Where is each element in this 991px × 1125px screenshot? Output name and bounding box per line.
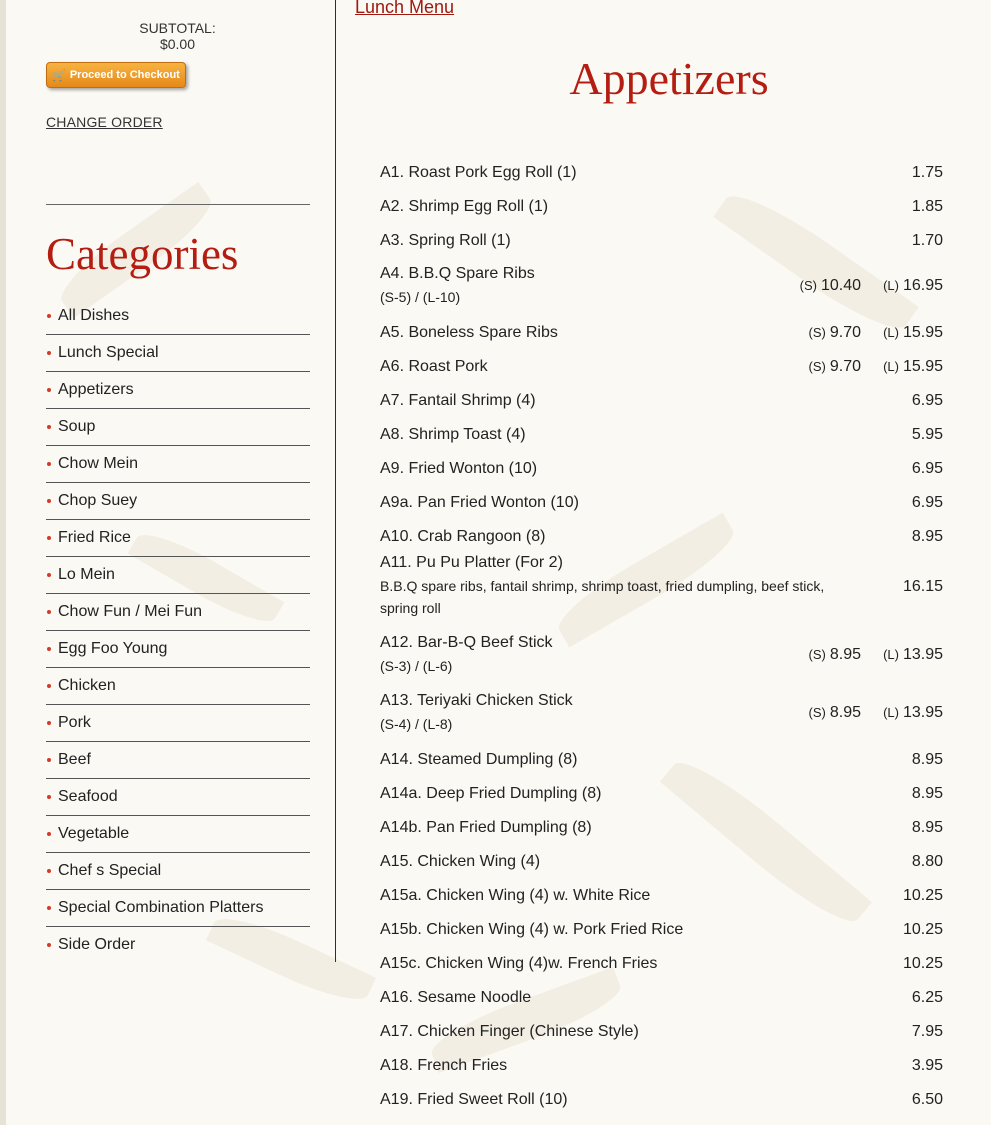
menu-item-row[interactable]	[380, 418, 943, 452]
small-price	[781, 358, 861, 376]
price-value: 16.95	[902, 277, 943, 294]
menu-item-prices	[781, 704, 943, 722]
item-price	[863, 164, 943, 182]
menu-item-text	[380, 426, 863, 444]
size-label: (S)	[799, 278, 817, 293]
category-item[interactable]	[46, 779, 310, 816]
page	[6, 0, 991, 1125]
column-divider	[335, 0, 336, 962]
category-label: Egg Foo Young	[58, 640, 168, 657]
menu-item-row[interactable]	[380, 384, 943, 418]
menu-item-text	[380, 921, 863, 939]
item-price	[863, 989, 943, 1007]
bullet-icon	[47, 610, 51, 614]
price-value: 6.50	[911, 1091, 943, 1108]
category-label: Chef s Special	[58, 862, 162, 879]
price-value: 9.70	[829, 324, 861, 341]
menu-item-text	[380, 751, 863, 769]
bullet-icon	[47, 425, 51, 429]
menu-item-prices	[781, 358, 943, 376]
sidebar-divider	[46, 204, 310, 205]
size-label: (L)	[883, 359, 899, 374]
menu-item-name: A15c. Chicken Wing (4)w. French Fries	[380, 955, 658, 972]
category-item[interactable]	[46, 372, 310, 409]
category-item[interactable]	[46, 668, 310, 705]
price-value: 8.80	[911, 853, 943, 870]
menu-item-description: (S-5) / (L-10)	[380, 288, 461, 305]
price-value: 8.95	[829, 646, 861, 663]
price-value: 10.25	[902, 921, 943, 938]
bullet-icon	[47, 314, 51, 318]
menu-item-text	[380, 634, 781, 677]
section-title: Appetizers	[569, 53, 769, 104]
category-item[interactable]	[46, 816, 310, 853]
menu-item-name: A15a. Chicken Wing (4) w. White Rice	[380, 887, 651, 904]
price-value: 6.95	[911, 494, 943, 511]
item-price	[863, 1091, 943, 1109]
menu-item-text	[380, 198, 863, 216]
menu-item-row[interactable]	[380, 224, 943, 258]
menu-item-text	[380, 887, 863, 905]
menu-item-name: A9a. Pan Fried Wonton (10)	[380, 494, 579, 511]
menu-item-text	[380, 265, 781, 308]
category-label: Vegetable	[58, 825, 130, 842]
menu-item-name: A5. Boneless Spare Ribs	[380, 324, 558, 341]
category-item[interactable]	[46, 705, 310, 742]
category-item[interactable]	[46, 853, 310, 890]
price-value: 3.95	[911, 1057, 943, 1074]
menu-item-row[interactable]	[380, 811, 943, 845]
bullet-icon	[47, 906, 51, 910]
size-label: (S)	[808, 359, 826, 374]
menu-item-prices	[781, 646, 943, 664]
category-item[interactable]	[46, 742, 310, 779]
menu-item-row[interactable]	[380, 981, 943, 1015]
menu-item-name: A7. Fantail Shrimp (4)	[380, 392, 536, 409]
menu-item-prices	[781, 277, 943, 295]
menu-item-name: A13. Teriyaki Chicken Stick	[380, 691, 573, 709]
menu-item-description: (S-4) / (L-8)	[380, 715, 453, 732]
large-price	[861, 646, 943, 664]
menu-item-row[interactable]	[380, 486, 943, 520]
menu-item-text	[380, 232, 863, 250]
bullet-icon	[47, 462, 51, 466]
menu-item-name: A11. Pu Pu Platter (For 2)	[380, 554, 563, 571]
bullet-icon	[47, 536, 51, 540]
category-item[interactable]	[46, 594, 310, 631]
item-price	[863, 853, 943, 871]
menu-item-name: A4. B.B.Q Spare Ribs	[380, 264, 535, 282]
large-price	[861, 358, 943, 376]
bullet-icon	[47, 721, 51, 725]
bullet-icon	[47, 758, 51, 762]
price-value: 15.95	[902, 324, 943, 341]
menu-item-name: A12. Bar-B-Q Beef Stick	[380, 633, 553, 651]
price-value: 6.25	[911, 989, 943, 1006]
menu-item-description: B.B.Q spare ribs, fantail shrimp, shrimp toast, fried dumpling, beef stick, spring roll	[380, 578, 825, 616]
menu-item-row[interactable]	[380, 685, 943, 743]
menu-item-prices	[863, 198, 943, 216]
menu-item-prices	[863, 887, 943, 905]
menu-item-text	[380, 554, 863, 619]
menu-item-prices	[863, 232, 943, 250]
category-label: Lunch Special	[58, 344, 159, 361]
small-price	[781, 646, 861, 664]
menu-item-row[interactable]	[380, 777, 943, 811]
large-price	[861, 704, 943, 722]
cart-subtotal: SUBTOTAL: $0.00	[139, 20, 216, 52]
item-price	[863, 578, 943, 596]
category-item[interactable]	[46, 335, 310, 372]
category-label: Beef	[58, 751, 91, 768]
item-price	[863, 494, 943, 512]
menu-item-name: A14a. Deep Fried Dumpling (8)	[380, 785, 602, 802]
small-price	[781, 277, 861, 295]
menu-item-name: A14b. Pan Fried Dumpling (8)	[380, 819, 592, 836]
bullet-icon	[47, 499, 51, 503]
menu-item-name: A10. Crab Rangoon (8)	[380, 528, 546, 545]
item-price	[863, 887, 943, 905]
menu-item-prices	[863, 819, 943, 837]
menu-item-text	[380, 1091, 863, 1109]
menu-item-row[interactable]	[380, 627, 943, 685]
menu-item-text	[380, 692, 781, 735]
category-item[interactable]	[46, 520, 310, 557]
category-item[interactable]	[46, 927, 310, 963]
menu-item-text	[380, 819, 863, 837]
menu-item-name: A6. Roast Pork	[380, 358, 488, 375]
item-price	[863, 785, 943, 803]
category-label: Soup	[58, 418, 96, 435]
category-label: Chow Fun / Mei Fun	[58, 603, 203, 620]
category-item[interactable]	[46, 409, 310, 446]
item-price	[863, 198, 943, 216]
menu-item-prices	[863, 751, 943, 769]
menu-item-name: A15. Chicken Wing (4)	[380, 853, 541, 870]
item-price	[863, 1057, 943, 1075]
price-value: 8.95	[911, 819, 943, 836]
menu-item-prices	[863, 164, 943, 182]
menu-item-row[interactable]	[380, 1049, 943, 1083]
menu-item-text	[380, 392, 863, 410]
menu-item-row[interactable]	[380, 1083, 943, 1117]
menu-item-name: A17. Chicken Finger (Chinese Style)	[380, 1023, 639, 1040]
category-item[interactable]	[46, 890, 310, 927]
category-label: Chow Mein	[58, 455, 139, 472]
price-value: 6.95	[911, 460, 943, 477]
price-value: 16.15	[902, 577, 943, 595]
menu-item-text	[380, 358, 781, 376]
category-label: Chicken	[58, 677, 116, 694]
menu-item-text	[380, 853, 863, 871]
menu-item-text	[380, 460, 863, 478]
menu-item-row[interactable]	[380, 190, 943, 224]
item-price	[863, 426, 943, 444]
menu-item-prices	[863, 494, 943, 512]
menu-item-row[interactable]	[380, 156, 943, 190]
large-price	[861, 324, 943, 342]
price-value: 7.95	[911, 1023, 943, 1040]
price-value: 1.70	[911, 232, 943, 249]
size-label: (S)	[808, 647, 826, 662]
size-label: (L)	[883, 325, 899, 340]
menu-item-prices	[863, 989, 943, 1007]
small-price	[781, 324, 861, 342]
bullet-icon	[47, 647, 51, 651]
price-value: 9.70	[829, 358, 861, 375]
categories-title: Categories	[46, 229, 239, 279]
bullet-icon	[47, 573, 51, 577]
category-label: Pork	[58, 714, 91, 731]
menu-item-text	[380, 528, 863, 546]
category-label: Appetizers	[58, 381, 134, 398]
category-label: Side Order	[58, 936, 136, 953]
menu-item-name: A19. Fried Sweet Roll (10)	[380, 1091, 568, 1108]
menu-item-prices	[863, 853, 943, 871]
category-label: Fried Rice	[58, 529, 131, 546]
category-label: Chop Suey	[58, 492, 138, 509]
menu-item-row[interactable]	[380, 947, 943, 981]
category-item[interactable]	[46, 446, 310, 483]
price-value: 8.95	[911, 528, 943, 545]
category-label: Lo Mein	[58, 566, 115, 583]
menu-item-text	[380, 955, 863, 973]
price-value: 1.85	[911, 198, 943, 215]
categories-list	[46, 298, 310, 963]
menu-item-name: A2. Shrimp Egg Roll (1)	[380, 198, 549, 215]
category-item[interactable]	[46, 298, 310, 335]
price-value: 1.75	[911, 164, 943, 181]
menu-item-row[interactable]	[380, 1015, 943, 1049]
cart-icon: 🛒	[52, 69, 66, 82]
menu-item-text	[380, 164, 863, 182]
change-order-link[interactable]: CHANGE ORDER	[46, 114, 163, 130]
large-price	[861, 277, 943, 295]
menu-item-prices	[863, 1023, 943, 1041]
category-label: Special Combination Platters	[58, 899, 264, 916]
checkout-label: Proceed to Checkout	[69, 69, 180, 81]
menu-item-name: A8. Shrimp Toast (4)	[380, 426, 526, 443]
size-label: (L)	[883, 278, 899, 293]
menu-item-prices	[863, 460, 943, 478]
menu-item-name: A15b. Chicken Wing (4) w. Pork Fried Rice	[380, 921, 684, 938]
item-price	[863, 528, 943, 546]
category-label: Seafood	[58, 788, 118, 805]
bullet-icon	[47, 943, 51, 947]
category-item[interactable]	[46, 483, 310, 520]
category-item[interactable]	[46, 557, 310, 594]
bullet-icon	[47, 351, 51, 355]
menu-item-prices	[863, 426, 943, 444]
menu-item-name: A9. Fried Wonton (10)	[380, 460, 538, 477]
menu-item-prices	[863, 785, 943, 803]
category-label: All Dishes	[58, 307, 130, 324]
category-item[interactable]	[46, 631, 310, 668]
menu-item-text	[380, 1057, 863, 1075]
item-price	[863, 751, 943, 769]
item-price	[863, 921, 943, 939]
size-label: (L)	[883, 647, 899, 662]
item-price	[863, 1023, 943, 1041]
menu-item-row[interactable]	[380, 316, 943, 350]
menu-item-prices	[863, 921, 943, 939]
price-value: 10.25	[902, 955, 943, 972]
bullet-icon	[47, 869, 51, 873]
item-price	[863, 460, 943, 478]
menu-item-name: A3. Spring Roll (1)	[380, 232, 511, 249]
price-value: 8.95	[911, 785, 943, 802]
menu-item-prices	[863, 1057, 943, 1075]
menu-list	[380, 156, 943, 1117]
item-price	[863, 819, 943, 837]
price-value: 10.25	[902, 887, 943, 904]
size-label: (S)	[808, 325, 826, 340]
menu-item-row[interactable]	[380, 554, 943, 627]
proceed-to-checkout-button[interactable]	[46, 62, 186, 88]
item-price	[863, 955, 943, 973]
menu-item-text	[380, 494, 863, 512]
menu-item-prices	[863, 392, 943, 410]
menu-item-text	[380, 324, 781, 342]
menu-item-row[interactable]	[380, 879, 943, 913]
size-label: (L)	[883, 705, 899, 720]
price-value: 8.95	[911, 751, 943, 768]
menu-item-row[interactable]	[380, 520, 943, 554]
price-value: 13.95	[902, 646, 943, 663]
menu-item-text	[380, 785, 863, 803]
menu-item-row[interactable]	[380, 258, 943, 316]
menu-item-prices	[863, 955, 943, 973]
menu-item-row[interactable]	[380, 913, 943, 947]
menu-item-name: A1. Roast Pork Egg Roll (1)	[380, 164, 577, 181]
bullet-icon	[47, 388, 51, 392]
bullet-icon	[47, 684, 51, 688]
menu-item-name: A14. Steamed Dumpling (8)	[380, 751, 578, 768]
menu-item-row[interactable]	[380, 350, 943, 384]
bullet-icon	[47, 795, 51, 799]
price-value: 15.95	[902, 358, 943, 375]
price-value: 6.95	[911, 392, 943, 409]
price-value: 5.95	[911, 426, 943, 443]
menu-item-prices	[863, 1091, 943, 1109]
menu-item-text	[380, 1023, 863, 1041]
menu-item-name: A18. French Fries	[380, 1057, 508, 1074]
menu-item-description: (S-3) / (L-6)	[380, 657, 453, 674]
price-value: 8.95	[829, 704, 861, 721]
menu-item-text	[380, 989, 863, 1007]
small-price	[781, 704, 861, 722]
menu-item-row[interactable]	[380, 845, 943, 879]
menu-item-prices	[863, 528, 943, 546]
menu-item-prices	[781, 324, 943, 342]
bullet-icon	[47, 832, 51, 836]
lunch-menu-link[interactable]: Lunch Menu	[355, 0, 455, 17]
menu-item-name: A16. Sesame Noodle	[380, 989, 532, 1006]
price-value: 13.95	[902, 704, 943, 721]
item-price	[863, 392, 943, 410]
menu-item-row[interactable]	[380, 743, 943, 777]
price-value: 10.40	[820, 277, 861, 294]
menu-item-prices	[863, 578, 943, 596]
item-price	[863, 232, 943, 250]
size-label: (S)	[808, 705, 826, 720]
menu-item-row[interactable]	[380, 452, 943, 486]
